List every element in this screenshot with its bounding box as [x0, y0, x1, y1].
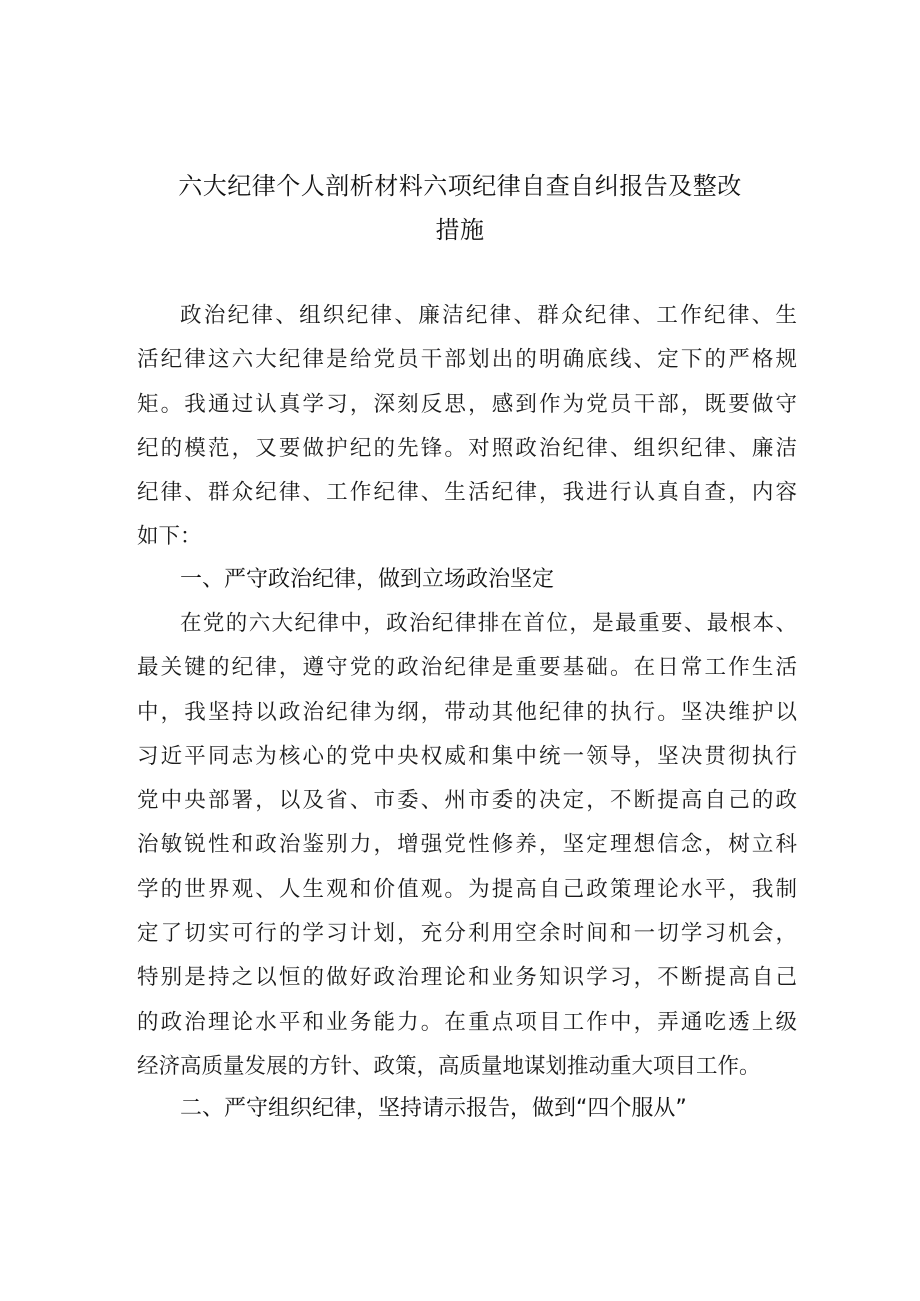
intro-line: 矩。我通过认真学习，深刻反思，感到作为党员干部，既要做守 [137, 391, 797, 417]
section-1-line: 的政治理论水平和业务能力。在重点项目工作中，弄通吃透上级 [137, 1009, 797, 1035]
intro-line: 活纪律这六大纪律是给党员干部划出的明确底线、定下的严格规 [137, 347, 797, 373]
intro-line: 纪律、群众纪律、工作纪律、生活纪律，我进行认真自查，内容 [137, 480, 797, 506]
section-1-line: 在党的六大纪律中，政治纪律排在首位，是最重要、最根本、 [180, 611, 797, 636]
intro-paragraph [137, 294, 797, 560]
section-1-line: 习近平同志为核心的党中央权威和集中统一领导，坚决贯彻执行 [137, 743, 797, 769]
section-1-paragraph [137, 602, 797, 1089]
section-1-line: 特别是持之以恒的做好政治理论和业务知识学习，不断提高自己 [137, 965, 797, 991]
document-title-line-2: 措施 [435, 216, 485, 244]
section-2-heading: 二、严守组织纪律，坚持请示报告，做到“四个服从” [180, 1096, 687, 1121]
intro-line: 纪的模范，又要做护纪的先锋。对照政治纪律、组织纪律、廉洁 [137, 435, 797, 461]
section-1-line: 定了切实可行的学习计划，充分利用空余时间和一切学习机会， [137, 921, 797, 947]
section-1-heading: 一、严守政治纪律，做到立场政治坚定 [180, 567, 555, 592]
section-1-line: 学的世界观、人生观和价值观。为提高自己政策理论水平，我制 [137, 876, 797, 902]
section-1-line: 最关键的纪律，遵守党的政治纪律是重要基础。在日常工作生活 [137, 655, 797, 681]
section-1-line: 中，我坚持以政治纪律为纲，带动其他纪律的执行。坚决维护以 [137, 699, 797, 725]
intro-line: 如下： [137, 524, 202, 550]
document-title-line-1: 六大纪律个人剖析材料六项纪律自查自纠报告及整改 [178, 172, 742, 200]
section-1-line: 经济高质量发展的方针、政策，高质量地谋划推动重大项目工作。 [137, 1053, 761, 1079]
section-1-line: 党中央部署，以及省、市委、州市委的决定，不断提高自己的政 [137, 788, 797, 814]
section-1-line: 治敏锐性和政治鉴别力，增强党性修养，坚定理想信念，树立科 [137, 832, 797, 858]
intro-line: 政治纪律、组织纪律、廉洁纪律、群众纪律、工作纪律、生 [180, 303, 797, 328]
